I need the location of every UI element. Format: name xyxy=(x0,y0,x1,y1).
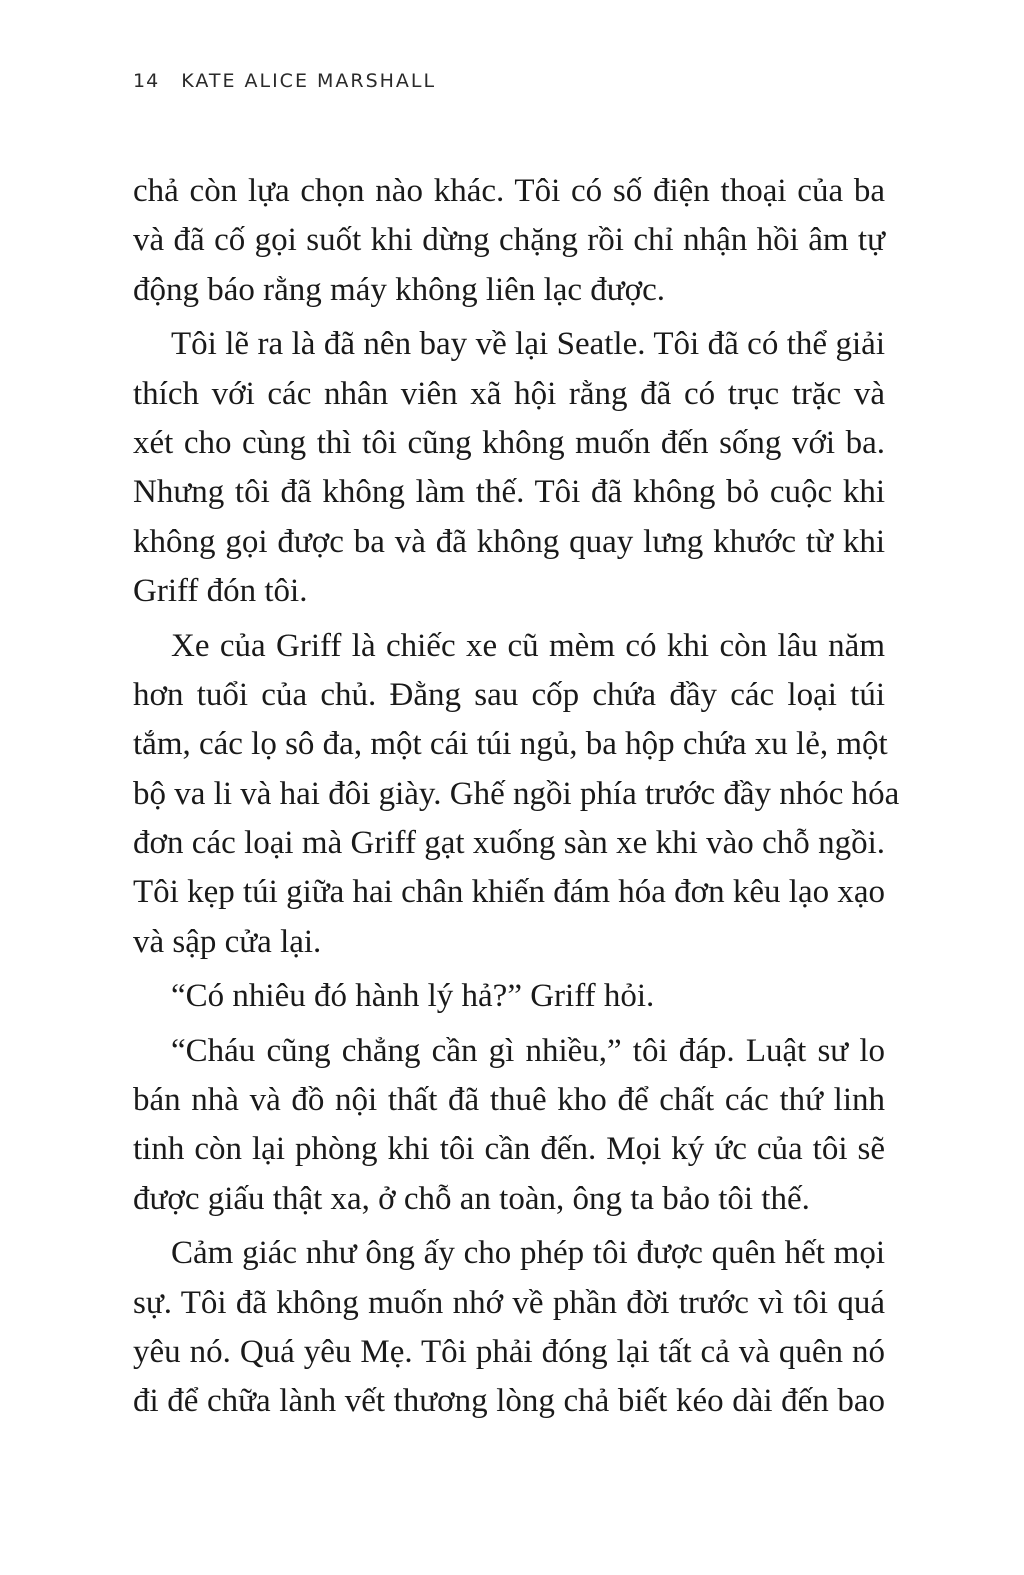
text-line: Cảm giác như ông ấy cho phép tôi được quên hết mọi xyxy=(171,1235,885,1272)
text-line: động báo rằng máy không liên lạc được. xyxy=(133,271,666,308)
text-line: đơn các loại mà Griff gạt xuống sàn xe khi vào chỗ ngồi. xyxy=(133,825,885,862)
text-line: Tôi lẽ ra là đã nên bay về lại Seatle. Tôi đã có thể giải xyxy=(171,326,885,363)
paragraph xyxy=(133,1027,885,1225)
text-line: bán nhà và đồ nội thất đã thuê kho để chất các thứ linh xyxy=(133,1082,885,1119)
text-line: Griff đón tôi. xyxy=(133,573,308,610)
body-text xyxy=(133,167,900,1432)
paragraph xyxy=(133,167,885,315)
text-line: được giấu thật xa, ở chỗ an toàn, ông ta bảo tôi thế. xyxy=(133,1180,810,1217)
paragraph xyxy=(133,622,900,968)
text-line: hơn tuổi của chủ. Đằng sau cốp chứa đầy các loại túi xyxy=(133,676,885,713)
text-line: yêu nó. Quá yêu Mẹ. Tôi phải đóng lại tất cả và quên nó xyxy=(133,1333,885,1370)
text-line: Tôi kẹp túi giữa hai chân khiến đám hóa đơn kêu lạo xạo xyxy=(133,874,885,911)
running-head xyxy=(133,70,436,92)
text-line: và sập cửa lại. xyxy=(133,923,322,960)
text-line: xét cho cùng thì tôi cũng không muốn đến sống với ba. xyxy=(133,424,885,461)
paragraph xyxy=(133,972,885,1021)
text-line: tinh còn lại phòng khi tôi cần đến. Mọi ký ức của tôi sẽ xyxy=(133,1131,885,1168)
page-number: 14 xyxy=(133,70,160,92)
text-line: sự. Tôi đã không muốn nhớ về phần đời trước vì tôi quá xyxy=(133,1284,885,1321)
paragraph xyxy=(133,320,885,616)
text-line: và đã cố gọi suốt khi dừng chặng rồi chỉ nhận hồi âm tự xyxy=(133,222,885,259)
text-line: “Có nhiêu đó hành lý hả?” Griff hỏi. xyxy=(171,978,655,1015)
text-line: “Cháu cũng chẳng cần gì nhiều,” tôi đáp. Luật sư lo xyxy=(171,1032,885,1069)
text-line: Nhưng tôi đã không làm thế. Tôi đã không bỏ cuộc khi xyxy=(133,474,885,511)
text-line: bộ va li và hai đôi giày. Ghế ngồi phía trước đầy nhóc hóa xyxy=(133,775,900,812)
author-name: KATE ALICE MARSHALL xyxy=(181,70,437,92)
paragraph xyxy=(133,1229,885,1427)
text-line: Xe của Griff là chiếc xe cũ mèm có khi còn lâu năm xyxy=(171,627,885,664)
text-line: thích với các nhân viên xã hội rằng đã có trục trặc và xyxy=(133,375,885,412)
text-line: không gọi được ba và đã không quay lưng khước từ khi xyxy=(133,523,885,560)
text-line: đi để chữa lành vết thương lòng chả biết kéo dài đến bao xyxy=(133,1383,885,1420)
text-line: tắm, các lọ sô đa, một cái túi ngủ, ba hộp chứa xu lẻ, một xyxy=(133,726,888,763)
text-line: chả còn lựa chọn nào khác. Tôi có số điện thoại của ba xyxy=(133,173,885,209)
